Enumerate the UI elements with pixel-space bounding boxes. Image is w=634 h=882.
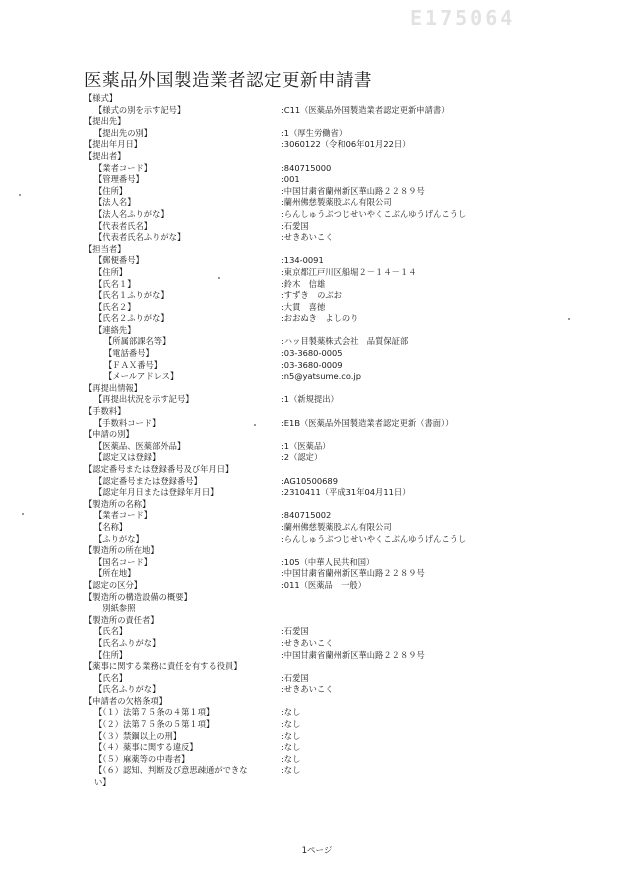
field-value: :東京都江戸川区船堀２－１４－１４ [281,266,417,277]
field-value: :おおぬき よしのり [281,313,359,324]
field-label: 【認定又は登録】 [94,452,161,463]
field-value: :2310411（平成31年04月11日） [281,487,411,498]
field-value: :なし [281,742,301,753]
field-value: :1（医薬品） [281,440,331,451]
field-value: :011（医薬品 一般） [281,579,367,590]
field-value: :3060122（令和06年01月22日） [281,139,411,150]
field-value: :03-3680-0005 [281,348,343,359]
field-label: 【提出者】 [84,150,126,161]
field-label: 【連絡先】 [94,324,136,335]
field-label: 【薬事に関する業務に責任を有する役員】 [84,661,242,672]
field-label: 【提出年月日】 [84,139,143,150]
page-number: 1ページ [301,846,333,856]
field-label: 【代表者氏名】 [94,220,153,231]
field-label: 【認定の区分】 [84,579,143,590]
field-label: 【所属部課名等】 [104,336,171,347]
field-label: 【認定番号または登録番号及び年月日】 [84,464,234,474]
field-value: :2（認定） [281,452,323,463]
field-label: 【代表者氏名ふりがな】 [94,232,186,243]
field-label: 【手数料コード】 [94,417,161,428]
field-label: 【様式】 [84,93,118,103]
form-row [84,151,604,163]
document-title: 医薬品外国製造業者認定更新申請書 [84,71,372,91]
form-row [84,580,604,592]
field-label: 【医薬品、医薬部外品】 [94,440,186,451]
form-row [84,139,604,151]
field-label: 【郵便番号】 [94,255,144,266]
form-row [84,394,604,406]
field-value: :中国甘粛省蘭州新区華山路２２８９号 [281,185,425,196]
form-row [84,592,604,604]
form-row [84,371,604,383]
field-label: 【ふりがな】 [94,533,144,544]
field-value: :105（中華人民共和国） [281,556,375,567]
field-label: 【手数料】 [84,406,126,417]
field-value: :n5@yatsume.co.jp [281,371,361,382]
form-row [84,348,604,360]
form-row [84,174,604,186]
field-label: 別紙参照 [94,603,136,614]
form-row [84,638,604,650]
field-value: :ハッ目製薬株式会社 品質保証部 [281,336,409,347]
field-value: :中国甘粛省蘭州新区華山路２２８９号 [281,568,425,579]
field-value: :蘭州佛慈製薬股ぶん有限公司 [281,521,392,532]
field-label: 【所在地】 [94,568,136,579]
field-label: 【製造所の名称】 [84,498,151,509]
form-row [84,661,604,673]
form-row [84,568,604,580]
field-label: 【氏名ふりがな】 [94,637,161,648]
field-label: 【氏名２】 [94,301,136,312]
field-value: :なし [281,753,301,764]
scan-speck [19,194,21,196]
form-row [84,244,604,256]
form-row [84,93,604,105]
form-row [84,626,604,638]
field-value: :石愛国 [281,220,309,231]
field-label: 【（２）法第７５条の５第１項】 [94,719,215,730]
field-label: 【様式の別を示す記号】 [94,104,186,115]
field-value: :せきあいこく [281,684,334,695]
field-label: 【提出先】 [84,116,126,127]
form-row [84,476,604,488]
form-row [84,441,604,453]
form-row [84,360,604,372]
form-row [84,615,604,627]
form-row [84,116,604,128]
form-row [84,302,604,314]
field-label: 【再提出状況を示す記号】 [94,394,194,405]
form-row [84,279,604,291]
field-value: :石愛国 [281,672,309,683]
scan-speck [254,424,256,426]
field-label: 【管理番号】 [94,174,144,185]
form-row [84,487,604,499]
form-row [84,742,604,754]
field-label: 【提出先の別】 [94,127,153,138]
field-label: 【住所】 [94,649,128,660]
field-label: 【法人名】 [94,197,136,208]
form-row [84,186,604,198]
form-row [84,696,604,708]
scan-speck [22,513,24,515]
field-value: :1（厚生労働省） [281,127,348,138]
form-row [84,406,604,418]
scan-speck [568,318,570,320]
form-row [84,650,604,662]
form-row [84,429,604,441]
field-value: :中国甘粛省蘭州新区華山路２２８９号 [281,649,425,660]
field-value: :なし [281,707,301,718]
field-label: 【製造所の所在地】 [84,545,159,556]
field-label: 【名称】 [94,521,128,532]
field-value: :せきあいこく [281,232,334,243]
field-label: 【申請の別】 [84,429,134,440]
field-value: :AG10500689 [281,475,338,486]
form-row [84,209,604,221]
field-label: 【氏名２ふりがな】 [94,313,169,324]
form-row [84,510,604,522]
field-value: :すずき のぶお [281,290,342,301]
field-value: :001 [281,174,300,185]
field-label: 【氏名１ふりがな】 [94,290,169,301]
form-row [84,673,604,685]
field-label: 【（１）法第７５条の４第１項】 [94,707,215,718]
field-label: 【（３）禁錮以上の刑】 [94,730,182,741]
field-label: 【業者コード】 [94,510,153,521]
field-label: 【認定番号または登録番号】 [94,475,202,486]
form-row [84,325,604,337]
form-row [84,499,604,511]
field-label: 【再提出情報】 [84,382,143,393]
form-row [84,545,604,557]
field-value: :840715000 [281,162,332,173]
field-label: 【住所】 [94,185,128,196]
form-row [84,522,604,534]
field-value: :蘭州佛慈製薬股ぶん有限公司 [281,197,392,208]
field-label: 【製造所の責任者】 [84,614,159,625]
form-row [84,128,604,140]
field-label: 【氏名】 [94,672,128,683]
field-value: :03-3680-0009 [281,359,343,370]
field-value: :1（新規提出） [281,394,339,405]
form-row [84,221,604,233]
field-value: :せきあいこく [281,637,334,648]
form-row [84,765,604,788]
field-label: 【電話番号】 [104,348,154,359]
field-value: :E1B（医薬品外国製造業者認定更新（書面）） [281,417,454,428]
field-label: 【認定年月日または登録年月日】 [94,487,219,498]
form-row [84,197,604,209]
field-label: 【国名コード】 [94,556,153,567]
form-row [84,731,604,743]
scan-speck [218,277,220,279]
field-value: :鈴木 信雄 [281,278,326,289]
form-row [84,464,604,476]
field-value: :なし [281,719,301,730]
form-fields [84,93,604,789]
form-row [84,754,604,766]
field-value: :らんしゅうぶつじせいやくこぶんゆうげんこうし [281,208,467,219]
field-value: :大貫 喜徳 [281,301,326,312]
form-row [84,557,604,569]
form-row [84,452,604,464]
field-label: 【住所】 [94,266,128,277]
form-row [84,232,604,244]
field-label: 【氏名ふりがな】 [94,684,161,695]
form-row [84,684,604,696]
form-row [84,418,604,430]
field-label: 【製造所の構造設備の概要】 [84,591,192,602]
form-row [84,383,604,395]
field-label: 【（５）麻薬等の中毒者】 [94,753,190,764]
form-row [84,603,604,615]
field-label: 【メールアドレス】 [104,371,179,382]
field-label: 【（６）認知、判断及び意思疎通ができな い】 [94,765,248,788]
form-row [84,313,604,325]
form-row [84,267,604,279]
form-row [84,719,604,731]
field-label: 【氏名１】 [94,278,136,289]
field-label: 【（４）薬事に関する違反】 [94,742,198,753]
field-label: 【業者コード】 [94,162,153,173]
form-row [84,290,604,302]
field-label: 【申請者の欠格条項】 [84,695,167,706]
form-row [84,336,604,348]
form-row [84,163,604,175]
field-label: 【氏名】 [94,626,128,637]
field-label: 【法人名ふりがな】 [94,208,169,219]
field-value: :石愛国 [281,626,309,637]
field-value: :C11（医薬品外国製造業者認定更新申請書） [281,104,450,115]
received-stamp: E175064 [410,6,516,30]
field-value: :134-0091 [281,255,324,266]
field-value: :なし [281,730,301,741]
field-value: :なし [281,765,301,776]
form-row [84,105,604,117]
field-value: :840715002 [281,510,332,521]
field-label: 【担当者】 [84,243,126,254]
field-label: 【ＦＡＸ番号】 [104,359,163,370]
form-row [84,255,604,267]
form-row [84,534,604,546]
field-value: :らんしゅうぶつじせいやくこぶんゆうげんこうし [281,533,467,544]
form-row [84,707,604,719]
